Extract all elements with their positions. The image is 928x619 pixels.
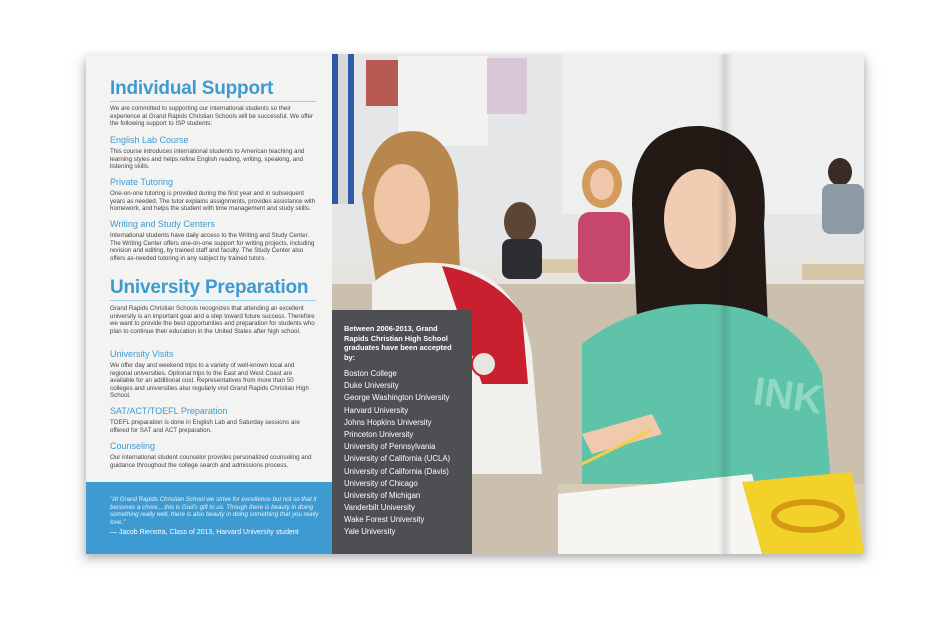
flag-stripe bbox=[338, 54, 348, 204]
university-item: University of Chicago bbox=[344, 478, 418, 488]
private-tutoring-text: One-on-one tutoring is provided during the first year and in subsequent years as needed. The tutor explains assignments, provides assistance with homework, and helps the student with time management and study skills. bbox=[110, 190, 316, 213]
writing-study-heading: Writing and Study Centers bbox=[110, 219, 215, 229]
student-bg-body bbox=[502, 239, 542, 279]
university-preparation-intro: Grand Rapids Christian Schools recognizes that attending an excellent university is an important goal and a step toward future success. Therefore we want to provide the best opportunities and preparation for students who plan to continue their education in the United States after high school. bbox=[110, 305, 315, 335]
quote-text: "At Grand Rapids Christian School we strive for excellence but not so that it becomes a chore....this is God's gift to us. Though there is beauty in doing something really well, there is also beauty in doing something that you really love." bbox=[110, 496, 319, 526]
title-rule bbox=[110, 300, 316, 301]
individual-support-title: Individual Support bbox=[110, 78, 274, 99]
jacket-logo-icon bbox=[472, 352, 496, 376]
sat-act-toefl-text: TOEFL preparation is done in English Lab and Saturday sessions are offered for SAT and ACT preparation. bbox=[110, 419, 300, 434]
university-item: Wake Forest University bbox=[344, 515, 425, 525]
writing-study-text: International students have daily access to the Writing and Study Center. The Writing Center offers one-on-one support for writing projects, including revision and editing, by trained staff and faculty. The Study Center also offers as-needed tutoring in any subject by trained tutors. bbox=[110, 232, 315, 262]
counseling-heading: Counseling bbox=[110, 441, 156, 451]
private-tutoring-heading: Private Tutoring bbox=[110, 177, 174, 187]
university-item: Harvard University bbox=[344, 405, 409, 415]
university-item: Princeton University bbox=[344, 429, 414, 439]
university-list bbox=[344, 368, 450, 539]
student-redhead-shirt bbox=[578, 212, 630, 282]
university-visits-text: We offer day and weekend trips to a variety of well-known local and regional universities. Optional trips to the East and West Coast are available for an additional cost. Representatives from more than 50 colleges and universities also regularly visit Grand Rapids Christian High School. bbox=[110, 362, 309, 400]
quote-attribution: — Jacob Rienstra, Class of 2013, Harvard University student bbox=[110, 529, 299, 536]
student-right-body bbox=[822, 184, 864, 234]
quote-panel bbox=[86, 482, 332, 554]
yellow-book bbox=[742, 472, 864, 554]
sweater-print: INK bbox=[750, 369, 826, 423]
title-rule bbox=[110, 101, 316, 102]
poster bbox=[366, 60, 398, 106]
university-item: University of Pennsylvania bbox=[344, 442, 436, 452]
student-right-head bbox=[828, 158, 852, 186]
graduates-box bbox=[332, 310, 472, 554]
poster-colorful bbox=[487, 58, 527, 114]
graduates-title: Between 2006-2013, Grand Rapids Christian High School graduates have been accepted by: bbox=[344, 324, 452, 362]
university-item: George Washington University bbox=[344, 393, 450, 403]
university-item: Johns Hopkins University bbox=[344, 417, 432, 427]
left-page bbox=[86, 54, 332, 554]
individual-support-intro: We are committed to supporting our international students so their experience at Grand Rapids Christian Schools will be successful. We offer the following support to ISP students: bbox=[110, 105, 314, 128]
university-item: University of Michigan bbox=[344, 490, 421, 500]
counseling-text: Our international student counselor provides personalized counseling and guidance throughout the college search and admissions process. bbox=[110, 454, 312, 469]
desk-right bbox=[802, 264, 864, 280]
brochure-spread bbox=[86, 54, 864, 554]
student-bg-head bbox=[504, 202, 536, 242]
student-redhead-face bbox=[590, 168, 614, 200]
university-item: University of California (UCLA) bbox=[344, 454, 451, 464]
english-lab-heading: English Lab Course bbox=[110, 135, 189, 145]
university-item: University of California (Davis) bbox=[344, 466, 449, 476]
page-gutter bbox=[718, 54, 732, 554]
sat-act-toefl-heading: SAT/ACT/TOEFL Preparation bbox=[110, 406, 228, 416]
university-preparation-title: University Preparation bbox=[110, 277, 309, 298]
university-visits-heading: University Visits bbox=[110, 349, 174, 359]
blonde-student-face bbox=[374, 164, 430, 244]
university-item: Yale University bbox=[344, 527, 396, 537]
university-item: Vanderbilt University bbox=[344, 503, 415, 513]
university-item: Boston College bbox=[344, 369, 397, 378]
university-item: Duke University bbox=[344, 381, 399, 391]
english-lab-text: This course introduces international students to American teaching and learning styles and helps refine English reading, writing, speaking, and listening skills. bbox=[110, 148, 305, 171]
